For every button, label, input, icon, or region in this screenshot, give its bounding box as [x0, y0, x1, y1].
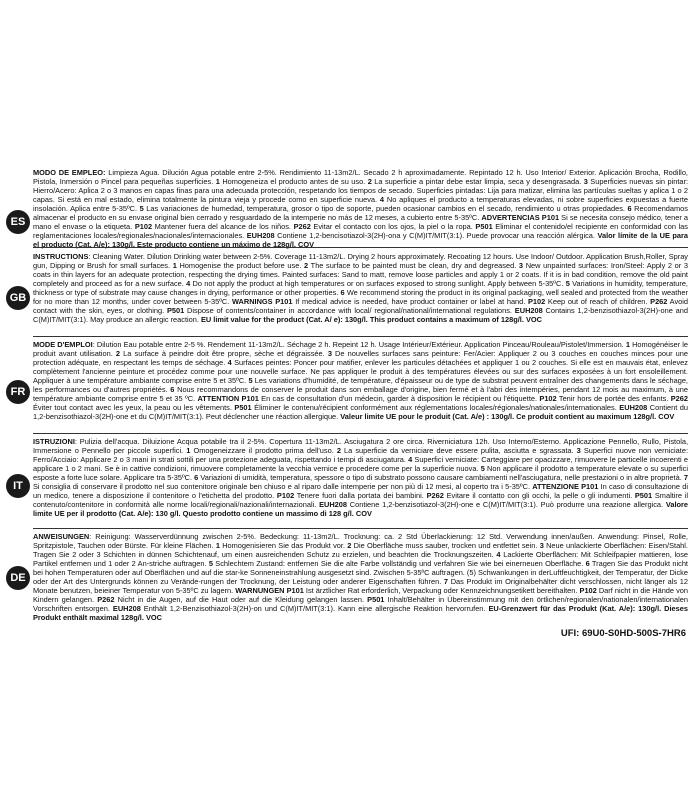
- bold-text-segment: P262: [293, 222, 311, 231]
- text-segment: Dispose of contents/container in accordance with local/ regional/national/international regulations.: [184, 306, 515, 315]
- text-segment: Nous recommandons de conserver le produit dans son emballage d'origine, bien fermé et à l'abri des intempéries, pendant 12 mois au maximum, à une température ambiante comprise entre 5 et 35 ºC.: [33, 385, 688, 403]
- text-segment: If medical advice is needed, have product container or label at hand.: [292, 297, 528, 306]
- language-badge-it: IT: [6, 474, 30, 498]
- text-segment: Homogenise the product before use.: [176, 261, 305, 270]
- bold-text-segment: 6: [170, 385, 175, 394]
- bold-text-segment: 2: [367, 177, 372, 186]
- text-segment: Do not apply the product at high temperatures or on surfaces exposed to strong sunlight. Apply between 5-35ºC.: [190, 279, 566, 288]
- text-segment: Limpieza Agua. Dilución Agua potable entre 2-5%. Rendimiento 11-13m2/L. Secado 2 h aproximadamente. Repintado 12 h. Uso Interior/ Exterior. Aplicación Brocha, Rodillo, Pistola, Inmersión o Pincel para pequeñas superficies.: [33, 168, 688, 186]
- text-segment: La superficie a pintar debe estar limpia, seca y desengrasada.: [371, 177, 584, 186]
- bold-text-segment: P501: [234, 403, 252, 412]
- bold-text-segment: 5: [208, 559, 213, 568]
- bold-text-segment: P102: [539, 394, 557, 403]
- bold-text-segment: 4: [496, 550, 501, 559]
- section-divider: [33, 336, 688, 337]
- bold-text-segment: 5: [480, 464, 485, 473]
- text-segment: Les variations d'humidité, de température, d'épaisseur ou de type de substrat peuvent entraîner des changements dans le séchage, les performances ou d'autres propriétés.: [33, 376, 688, 394]
- text-segment: Contient du 1,2-benzisothiazol-3(2H)-one et du C(M)IT/MIT(3:1). Peut déclencher une réaction allergique.: [33, 403, 688, 421]
- bold-text-segment: 2: [115, 349, 121, 358]
- bold-text-segment: 6: [340, 288, 345, 297]
- section-es: [33, 168, 688, 249]
- text-segment: Si consiglia di conservare il prodotto nel suo contenitore originale ben chiuso e al riparo dalle intemperie per non più di 12 mesi, al coperto tra i 5-35ºC.: [33, 482, 533, 491]
- bold-text-segment: ATTENTION P101: [197, 394, 259, 403]
- bold-text-segment: 6: [627, 204, 632, 213]
- bold-text-segment: 4: [227, 358, 232, 367]
- text-segment: New unpainted surfaces: Iron/Steel: Apply 2 or 3 coats in thin layers for an adequate protection, respecting the drying times. Painted surfaces: Sand to matt, remove loose particles and apply 1 or 2 coats. If it is in bad condition, remove the old paint completely and proceed as for a new surface.: [33, 261, 688, 288]
- text-segment: Contiene 1,2-benzisotiazol-3(2H)-one e C(M)IT/MIT(3:1). Può produrre una reazione allergica.: [347, 500, 666, 509]
- text-segment: Schlechtem Zustand: entfernen Sie die alte Farbe vollständig und verfahren Sie wie bei einerneuen Oberfläche.: [212, 559, 586, 568]
- section-it: [33, 437, 688, 518]
- bold-text-segment: 1: [186, 446, 191, 455]
- section-fr: [33, 340, 688, 421]
- text-segment: Das Produkt im Originalbehälter dicht verschlossen, nicht länger als 12 Monate benutzen, beieiner Temperatur von 5-35ºC zu lagern.: [33, 577, 688, 595]
- bold-text-segment: EU-Grenzwert für das Produkt (Kat. A/e): 130g/l. Dieses Produkt enthält maximal 128g/l. VOC: [33, 604, 688, 622]
- language-badge-es: ES: [6, 210, 30, 234]
- bold-text-segment: 5: [139, 204, 144, 213]
- text-segment: Homogénéiser le produit avant utilisation.: [33, 340, 688, 358]
- text-segment: Evitar el contacto con los ojos, la piel o la ropa.: [310, 222, 476, 231]
- text-segment: Éliminer le contenu/récipient conformément aux réglementations locales/régionales/nationales/internationales.: [251, 403, 620, 412]
- language-badge-gb: GB: [6, 286, 30, 310]
- bold-text-segment: ISTRUZIONI: [33, 437, 75, 446]
- text-segment: The surface to be painted must be clean, dry and degreased.: [308, 261, 519, 270]
- bold-text-segment: 1: [625, 340, 630, 349]
- section-divider: [33, 433, 688, 434]
- bold-text-segment: P262: [670, 394, 689, 403]
- text-segment: Variations in humidity, temperature, thickness or type of substrate may cause changes in drying, performance or other properties.: [33, 279, 688, 297]
- text-segment: Recomendamos almacenar el producto en su envase original bien cerrado y resguardado de la intemperie no más de 12 meses, a cubierto entre 5-35ºC.: [33, 204, 688, 222]
- bold-text-segment: Valore limite UE per il prodotto (Cat. A/e): 130 g/l. Questo prodotto contiene un massimo di 128 g/l. COV: [33, 500, 688, 518]
- bold-text-segment: 7: [683, 473, 688, 482]
- text-segment: Tenir hors de portée des enfants.: [556, 394, 671, 403]
- text-segment: Tenere fuori dalla portata dei bambini.: [294, 491, 427, 500]
- bold-text-segment: 2: [347, 541, 352, 550]
- bold-text-segment: 7: [443, 577, 449, 586]
- bold-text-segment: Valor límite de la UE para el producto (Cat. A/e): 130g/l. Este producto contiene un máximo de 128g/l. COV: [33, 231, 688, 249]
- bold-text-segment: P262: [650, 297, 668, 306]
- bold-text-segment: 3: [327, 349, 332, 358]
- bold-text-segment: 1: [215, 541, 220, 550]
- text-segment: Keep out of reach of children.: [545, 297, 651, 306]
- text-segment: Evitare il contatto con gli occhi, la pelle o gli indumenti.: [443, 491, 635, 500]
- text-segment: : Dilution Eau potable entre 2-5 %. Rendement 11-13m2/L. Séchage 2 h. Repeint 12 h. Usage Intérieur/Extérieur. Application Pinceau/Rouleau/Pistolet/Immersion.: [92, 340, 626, 349]
- bold-text-segment: 4: [379, 195, 385, 204]
- text-segment: De nouvelles surfaces sans peinture: Fer/Acier: Appliquer 2 ou 3 couches en couches minces pour une protection adéquate, en respectant les temps de séchage.: [33, 349, 689, 367]
- text-segment: Avoid contact with the skin, eyes, or clothing.: [33, 297, 689, 315]
- bold-text-segment: 4: [186, 279, 191, 288]
- text-segment: Superfici verniciate: Carteggiare per opacizzare, rimuovere le particelle incoerenti e applicare 1 o 2 mani. Se è in cattive condizioni, rimuovere completamente la vecchia vernice e procedere come per la superficie nuova.: [33, 455, 688, 473]
- text-segment: : Cleaning Water. Dilution Drinking water between 2-5%. Coverage 11-13m2/L. Drying 2 hours approximately. Recoating 12 hours. Use Indoor/ Outdoor. Application Brush,Roller, Spray gun, Dipping or Brush for small surfaces.: [33, 252, 688, 270]
- bold-text-segment: MODO DE EMPLEO:: [33, 168, 106, 177]
- bold-text-segment: EUH208: [246, 231, 275, 240]
- bold-text-segment: 6: [585, 559, 590, 568]
- text-segment: Mantener fuera del alcance de los niños.: [152, 222, 294, 231]
- bold-text-segment: P501: [634, 491, 653, 500]
- text-segment: Enthält 1,2-Benzisothiazol-3(2H)-on und C(M)IT/MIT(3:1). Kann eine allergische Reaktion hervorrufen.: [140, 604, 489, 613]
- text-segment: Las variaciones de humedad, temperatura, grosor o tipo de soporte, pueden ocasionar cambios en el secado, rendimiento u otras propiedades.: [143, 204, 628, 213]
- bold-text-segment: 3: [583, 177, 588, 186]
- bold-text-segment: EUH208: [112, 604, 141, 613]
- text-segment: La superficie da verniciare deve essere pulita, asciutta e sgrassata.: [340, 446, 577, 455]
- text-segment: Tragen Sie das Produkt nicht bei hohen Temperaturen oder auf Oberflächen und auf die star-ke Sonneneinstrahlung ausgesetzt sind. Zwischen 5-35ºC auftragen. (5) Schwankungen in derLuftfeuchtigkeit, der Temperatur, der Dicke oder der Art des Untergrunds können zu Verände-rungen der Trocknung, der Leistung oder anderer Eigenschaften führen.: [33, 559, 688, 586]
- text-segment: Non applicare il prodotto a temperature elevate o su superfici esposte a forte luce solare. Applicare tra 5-35ºC.: [33, 464, 688, 482]
- text-segment: Die Oberfläche muss sauber, trocken und entfettet sein.: [351, 541, 540, 550]
- text-segment: Inhalt/Behälter in Übereinstimmung mit den örtlichen/regionalen/nationalen/internationalen Vorschriften entsorgen.: [33, 595, 688, 613]
- bold-text-segment: 5: [565, 279, 570, 288]
- text-segment: Si se necesita consejo médico, tener a mano el envase o la etiqueta.: [33, 213, 689, 231]
- text-segment: Neue unlackierte Oberflächen: Eisen/Stahl. Tragen Sie 2 oder 3 Schichten in dünnen Schichtenauf, um einen ausreichenden Schutz zu erzielen, und beachten die Trocknungszeiten.: [33, 541, 688, 559]
- bold-text-segment: WARNUNGEN P101: [235, 586, 304, 595]
- text-segment: Superfici nuove non verniciate: Ferro/Acciaio: Applicare 2 o 3 mani in strati sottili per una protezione adeguata, rispettando i tempi di asciugatura.: [33, 446, 688, 464]
- bold-text-segment: Valeur limite UE pour le produit (Cat. A/e) : 130g/l. Ce produit contient au maximum 128g/l. COV: [340, 412, 675, 421]
- text-segment: Ist ärztlicher Rat erforderlich, Verpackung oder Kennzeichnungsetikett bereithalten.: [303, 586, 580, 595]
- text-segment: Éviter tout contact avec les yeux, la peau ou les vêtements.: [33, 403, 235, 412]
- bold-text-segment: MODE D'EMPLOI: [33, 340, 93, 349]
- text-segment: Contiene 1,2-bencisotiazol-3(2H)-ona y C(M)IT/MIT(3:1). Puede provocar una reacción alérgica.: [274, 231, 598, 240]
- text-segment: We recommend storing the product in its original packaging, well sealed and protected from the weather for no more than 12 months, under cover between 5-35ºC.: [33, 288, 688, 306]
- text-segment: No apliques el producto a temperaturas elevadas, ni sobre superficies expuestas a fuerte insolación. Aplica entre 5-35ºC.: [33, 195, 688, 213]
- bold-text-segment: 4: [408, 455, 413, 464]
- bold-text-segment: EUH208: [619, 403, 648, 412]
- bold-text-segment: P501: [367, 595, 385, 604]
- text-segment: Variazioni di umidità, temperatura, spessore o tipo di substrato possono causare cambiamenti nell'asciugatura, nelle prestazioni o in altre proprietà.: [198, 473, 684, 482]
- bold-text-segment: P262: [97, 595, 115, 604]
- bold-text-segment: P262: [426, 491, 444, 500]
- bold-text-segment: INSTRUCTIONS: [33, 252, 89, 261]
- bold-text-segment: ANWEISUNGEN: [33, 532, 90, 541]
- text-segment: Homogeneiza el producto antes de su uso.: [219, 177, 368, 186]
- bold-text-segment: EU limit value for the product (Cat. A/ e): 130g/l. This product contains a maximum of 128g/l. VOC: [200, 315, 542, 324]
- bold-text-segment: 3: [576, 446, 581, 455]
- bold-text-segment: 2: [304, 261, 309, 270]
- bold-text-segment: 1: [215, 177, 220, 186]
- bold-text-segment: P102: [134, 222, 153, 231]
- text-segment: Contains 1,2-benzisothiazol-3(2H)-one and C(M)IT/MIT(3:1). May produce an allergic reaction.: [33, 306, 688, 324]
- section-divider: [33, 528, 688, 529]
- text-segment: En cas de consultation d'un médecin, garder à disposition le récipient ou l'étiquette.: [258, 394, 540, 403]
- bold-text-segment: P501: [475, 222, 493, 231]
- bold-text-segment: 1: [172, 261, 177, 270]
- text-segment: Smaltire il contenuto/contenitore in conformità alle norme locali/regionali/nazionali/internazionali.: [33, 491, 689, 509]
- language-badge-fr: FR: [6, 380, 30, 404]
- text-segment: La surface à peindre doit être propre, sèche et dégraissée.: [120, 349, 328, 358]
- bold-text-segment: EUH208: [514, 306, 543, 315]
- bold-text-segment: 3: [518, 261, 524, 270]
- bold-text-segment: ADVERTENCIAS P101: [481, 213, 560, 222]
- text-segment: Lackierte Oberflächen: Mit Schleifpapier mattieren, lose Partikel entfernen und 1 oder 2 An-striche auftragen.: [33, 550, 689, 568]
- ufi-code: UFI: 69U0-S0HD-500S-7HR6: [560, 628, 686, 639]
- bold-text-segment: P102: [527, 297, 546, 306]
- bold-text-segment: P102: [579, 586, 597, 595]
- bold-text-segment: EUH208: [319, 500, 347, 509]
- text-segment: Surfaces peintes: Poncer pour matifier, enlever les particules détachées et appliquer 1 ou 2 couches. Si elle est en mauvais état, enlevez complètement l'ancienne peinture et procédez comme pour une nouvelle surface. Ne pas appliquer le produit à des températures élevées ou sur des surfaces exposées à un fort ensoleillement. Appliquer à une température ambiante comprise entre 5 et 35ºC.: [33, 358, 688, 385]
- text-segment: : Pulizia dell'acqua. Diluizione Acqua potabile tra il 2-5%. Copertura 11-13m2/L. Asciugatura 2 ore circa. Riverniciatura 12h. Uso Interno/Esterno. Applicazione Pennello, Rullo, Pistola, Immersione o Pennello per piccole superfici.: [33, 437, 688, 455]
- bold-text-segment: 2: [336, 446, 341, 455]
- language-badge-de: DE: [6, 566, 30, 590]
- text-segment: Darf nicht in die Hände von Kindern gelangen.: [33, 586, 688, 604]
- bold-text-segment: 6: [194, 473, 199, 482]
- bold-text-segment: ATTENZIONE P101: [532, 482, 599, 491]
- bold-text-segment: WARNINGS P101: [231, 297, 293, 306]
- text-segment: Eliminar el contenido/el recipiente en conformidad con las reglamentaciones locales/regionales/nacionales/internacionales.: [33, 222, 688, 240]
- text-segment: Omogeneizzare il prodotto prima dell'uso.: [190, 446, 337, 455]
- text-segment: In caso di consultazione di un medico, tenere a disposizione il contenitore o l'etichetta del prodotto.: [33, 482, 688, 500]
- section-gb: [33, 252, 688, 324]
- section-divider: [33, 247, 688, 248]
- text-segment: Homogenisieren Sie das Produkt vor.: [219, 541, 348, 550]
- bold-text-segment: P102: [276, 491, 295, 500]
- text-segment: : Reinigung: Wasserverdünnung zwischen 2-5%. Bedeckung: 11-13m2/L. Trocknung: ca. 2 Std Überlackierung: 12 Std. Verwendung innen/außen. Anwendung: Pinsel, Rolle, Spritzpistole, Tauchen oder Bürste. Für kleine Flächen.: [33, 532, 688, 550]
- text-segment: Nicht in die Augen, auf die Haut oder auf die Kleidung gelangen lassen.: [114, 595, 368, 604]
- text-segment: Superficies nuevas sin pintar: Hierro/Acero: Aplica 2 o 3 manos en capas finas para una adecuada protección, respetando los tiempos de secado. Superficies pintadas: Lija para matizar, elimina las partículas sueltas y aplica 1 o 2 capas. Si está en mal estado, elimina totalmente la pintura vieja y procede como en superficie nueva.: [33, 177, 689, 204]
- bold-text-segment: 5: [248, 376, 253, 385]
- section-de: [33, 532, 688, 622]
- bold-text-segment: 3: [539, 541, 544, 550]
- bold-text-segment: P501: [166, 306, 185, 315]
